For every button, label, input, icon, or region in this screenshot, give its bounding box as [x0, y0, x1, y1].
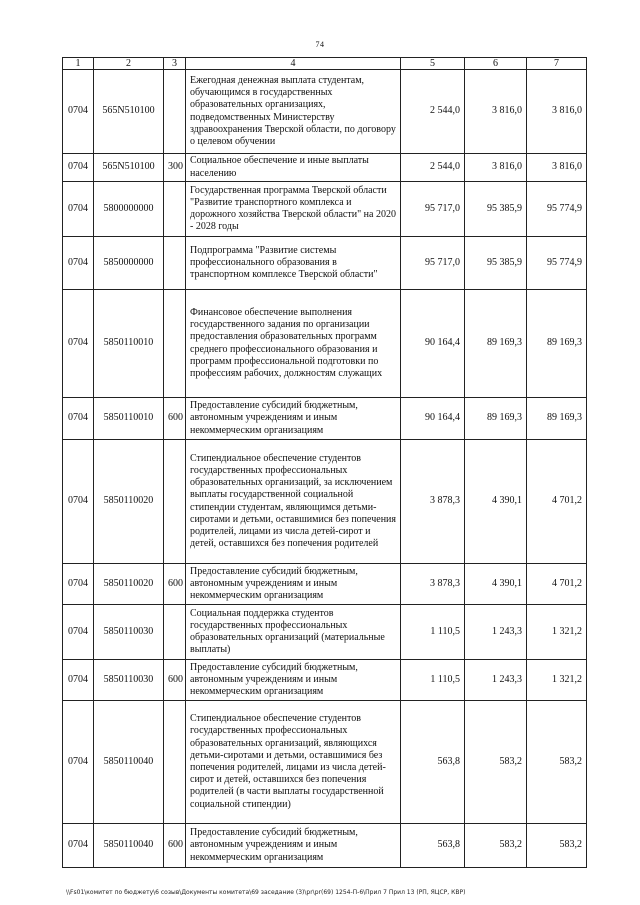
target-article-cell: 5850110010	[94, 290, 164, 398]
description-cell: Социальная поддержка студентов государственных профессиональных образовательных организаций (материальные выплаты)	[186, 605, 401, 660]
expense-type-cell: 300	[164, 154, 186, 182]
section-code-cell: 0704	[63, 290, 94, 398]
table-row	[63, 660, 587, 701]
section-code-cell: 0704	[63, 70, 94, 154]
expense-type-cell: 600	[164, 564, 186, 605]
section-code-cell: 0704	[63, 182, 94, 237]
description-cell: Подпрограмма "Развитие системы профессионального образования в транспортном комплексе Тверской области"	[186, 237, 401, 290]
amount-col5-cell: 95 717,0	[401, 237, 465, 290]
amount-col7-cell: 583,2	[527, 701, 587, 824]
amount-col7-cell: 1 321,2	[527, 660, 587, 701]
section-code-cell: 0704	[63, 660, 94, 701]
amount-col5-cell: 2 544,0	[401, 154, 465, 182]
amount-col6-cell: 3 816,0	[465, 154, 527, 182]
description-cell: Социальное обеспечение и иные выплаты населению	[186, 154, 401, 182]
table-row	[63, 290, 587, 398]
description-cell: Предоставление субсидий бюджетным, автономным учреждениям и иным некоммерческим организациям	[186, 660, 401, 701]
amount-col6-cell: 89 169,3	[465, 290, 527, 398]
description-cell: Финансовое обеспечение выполнения государственного задания по организации предоставления образовательных программ среднего профессионального образования и программ профессиональной подготовки по профессиям рабочих, должностям служащих	[186, 290, 401, 398]
target-article-cell: 5850110020	[94, 440, 164, 564]
expense-type-cell	[164, 440, 186, 564]
target-article-cell: 565N510100	[94, 154, 164, 182]
target-article-cell: 5850000000	[94, 237, 164, 290]
table-row	[63, 701, 587, 824]
target-article-cell: 5850110040	[94, 701, 164, 824]
amount-col7-cell: 95 774,9	[527, 237, 587, 290]
amount-col7-cell: 4 701,2	[527, 564, 587, 605]
table-row	[63, 70, 587, 154]
target-article-cell: 5850110010	[94, 398, 164, 440]
table-row	[63, 398, 587, 440]
amount-col6-cell: 89 169,3	[465, 398, 527, 440]
amount-col7-cell: 95 774,9	[527, 182, 587, 237]
amount-col6-cell: 1 243,3	[465, 605, 527, 660]
table-row	[63, 154, 587, 182]
amount-col5-cell: 2 544,0	[401, 70, 465, 154]
target-article-cell: 5850110030	[94, 605, 164, 660]
amount-col5-cell: 1 110,5	[401, 605, 465, 660]
amount-col5-cell: 563,8	[401, 701, 465, 824]
amount-col5-cell: 1 110,5	[401, 660, 465, 701]
column-header: 1	[63, 58, 94, 70]
section-code-cell: 0704	[63, 701, 94, 824]
section-code-cell: 0704	[63, 440, 94, 564]
amount-col6-cell: 3 816,0	[465, 70, 527, 154]
amount-col5-cell: 3 878,3	[401, 440, 465, 564]
column-header: 2	[94, 58, 164, 70]
page-number: 74	[315, 40, 325, 49]
target-article-cell: 5850110030	[94, 660, 164, 701]
section-code-cell: 0704	[63, 564, 94, 605]
target-article-cell: 5850110020	[94, 564, 164, 605]
amount-col7-cell: 89 169,3	[527, 290, 587, 398]
amount-col6-cell: 583,2	[465, 824, 527, 868]
section-code-cell: 0704	[63, 154, 94, 182]
expense-type-cell: 600	[164, 398, 186, 440]
section-code-cell: 0704	[63, 824, 94, 868]
column-header: 3	[164, 58, 186, 70]
expense-type-cell	[164, 605, 186, 660]
amount-col7-cell: 1 321,2	[527, 605, 587, 660]
column-header: 6	[465, 58, 527, 70]
target-article-cell: 565N510100	[94, 70, 164, 154]
expense-type-cell	[164, 290, 186, 398]
table-row	[63, 824, 587, 868]
section-code-cell: 0704	[63, 237, 94, 290]
expense-type-cell	[164, 70, 186, 154]
description-cell: Предоставление субсидий бюджетным, автономным учреждениям и иным некоммерческим организациям	[186, 398, 401, 440]
column-header: 4	[186, 58, 401, 70]
table-row	[63, 564, 587, 605]
amount-col6-cell: 95 385,9	[465, 237, 527, 290]
table-row	[63, 440, 587, 564]
description-cell: Стипендиальное обеспечение студентов государственных профессиональных образовательных организаций, за исключением выплаты государственной социальной стипендии студентам, являющимся детьми-сиротами и детьми, оставшимися без попечения родителей, лицами из числа детей-сирот и детей, оставшихся без попечения родителей	[186, 440, 401, 564]
expense-type-cell	[164, 182, 186, 237]
expense-type-cell	[164, 701, 186, 824]
section-code-cell: 0704	[63, 605, 94, 660]
amount-col7-cell: 4 701,2	[527, 440, 587, 564]
description-cell: Предоставление субсидий бюджетным, автономным учреждениям и иным некоммерческим организациям	[186, 824, 401, 868]
target-article-cell: 5800000000	[94, 182, 164, 237]
description-cell: Государственная программа Тверской области "Развитие транспортного комплекса и дорожного хозяйства Тверской области" на 2020 - 2028 годы	[186, 182, 401, 237]
amount-col7-cell: 3 816,0	[527, 70, 587, 154]
expense-type-cell	[164, 237, 186, 290]
description-cell: Ежегодная денежная выплата студентам, обучающимся в государственных образовательных организациях, подведомственных Министерству здравоохранения Тверской области, по договору о целевом обучении	[186, 70, 401, 154]
amount-col6-cell: 1 243,3	[465, 660, 527, 701]
expense-type-cell: 600	[164, 824, 186, 868]
amount-col6-cell: 4 390,1	[465, 564, 527, 605]
description-cell: Предоставление субсидий бюджетным, автономным учреждениям и иным некоммерческим организациям	[186, 564, 401, 605]
amount-col7-cell: 89 169,3	[527, 398, 587, 440]
target-article-cell: 5850110040	[94, 824, 164, 868]
amount-col5-cell: 95 717,0	[401, 182, 465, 237]
amount-col7-cell: 583,2	[527, 824, 587, 868]
amount-col5-cell: 3 878,3	[401, 564, 465, 605]
amount-col7-cell: 3 816,0	[527, 154, 587, 182]
amount-col5-cell: 90 164,4	[401, 290, 465, 398]
table-row	[63, 182, 587, 237]
amount-col5-cell: 563,8	[401, 824, 465, 868]
amount-col6-cell: 4 390,1	[465, 440, 527, 564]
expense-type-cell: 600	[164, 660, 186, 701]
table-row	[63, 237, 587, 290]
amount-col6-cell: 95 385,9	[465, 182, 527, 237]
budget-table	[62, 57, 587, 868]
description-cell: Стипендиальное обеспечение студентов государственных профессиональных образовательных организаций, являющихся детьми-сиротами и детьми, оставшимися без попечения родителей, лицами из числа детей-сирот и детей, оставшихся без попечения родителей (в части выплаты государственной социальной стипендии)	[186, 701, 401, 824]
column-header: 7	[527, 58, 587, 70]
column-header: 5	[401, 58, 465, 70]
table-header-row	[63, 58, 587, 70]
section-code-cell: 0704	[63, 398, 94, 440]
amount-col5-cell: 90 164,4	[401, 398, 465, 440]
table-row	[63, 605, 587, 660]
amount-col6-cell: 583,2	[465, 701, 527, 824]
file-path-footer: \\Fs01\комитет по бюджету\6 созыв\Документы комитета\69 заседание (3)\pr\pr(69) 1254-П-6\Прил 7 Прил 13 (РП, ЯЦСР, КВР)	[66, 889, 466, 896]
